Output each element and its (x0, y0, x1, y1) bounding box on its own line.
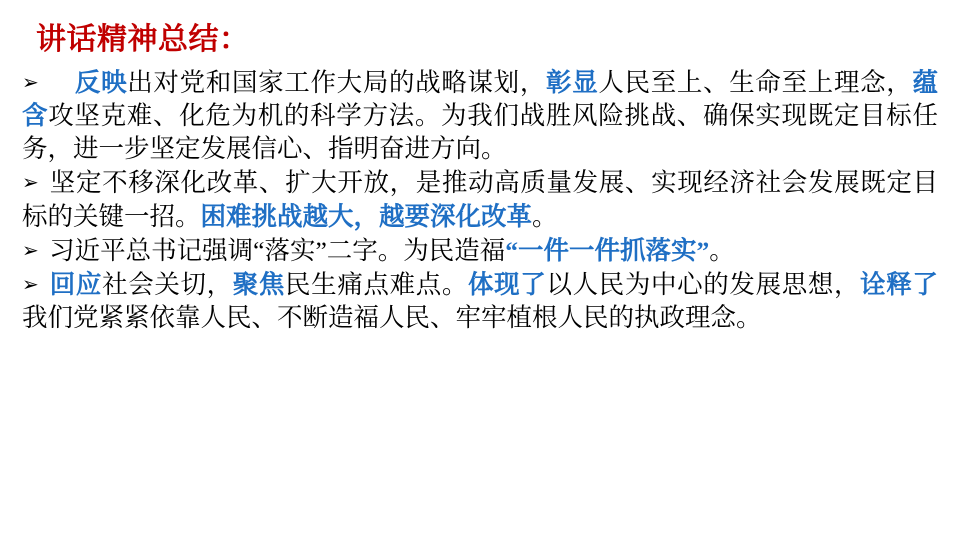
paragraph-2-run-2: 困难挑战越大，越要深化改革 (200, 201, 533, 231)
paragraph-2-run-1: 坚定不移深化改革、扩大开放，是推动高质量发展、实现经济社会发展既定目标的关键一招。 (22, 168, 939, 231)
paragraph-3-run-3: 。 (709, 235, 735, 265)
slide-body (22, 66, 938, 334)
paragraph-4-run-1: 回应 (49, 269, 103, 299)
bullet-paragraph-1 (22, 66, 938, 165)
bullet-paragraph-4 (22, 268, 938, 334)
page-title: 讲话精神总结： (36, 23, 250, 56)
paragraph-3-run-2: “一件一件抓落实” (505, 235, 710, 265)
paragraph-4-run-3: 聚焦 (232, 269, 286, 299)
arrow-bullet-icon: ➢ (22, 237, 39, 262)
paragraph-2-run-3: 。 (532, 201, 558, 231)
paragraph-3-run-1: 习近平总书记强调“落实”二字。为民造福 (49, 235, 506, 265)
paragraph-1-run-3: 彰显 (546, 68, 599, 97)
paragraph-4-run-6: 以人民为中心的发展思想， (546, 269, 861, 299)
paragraph-1-run-4: 人民至上、生命至上理念， (598, 68, 913, 97)
paragraph-1-run-1: 反映 (74, 68, 128, 97)
paragraph-1-run-2: 出对党和国家工作大局的战略谋划， (127, 68, 547, 97)
paragraph-4-run-8: 我们党紧紧依靠人民、不断造福人民、牢牢植根人民的执政理念。 (22, 302, 762, 332)
paragraph-1-run-6: 攻坚克难、化危为机的科学方法。为我们战胜风险挑战、确保实现既定目标任务，进一步坚定发展信心、指明奋进方向。 (22, 101, 938, 164)
arrow-bullet-icon: ➢ (22, 170, 39, 195)
bullet-paragraph-3 (22, 234, 938, 267)
paragraph-4-run-5: 体现了 (468, 269, 547, 299)
paragraph-4-run-4: 民生痛点难点。 (285, 269, 469, 299)
arrow-bullet-icon: ➢ (22, 271, 39, 296)
arrow-bullet-icon: ➢ (22, 70, 39, 94)
paragraph-4-run-2: 社会关切， (102, 269, 233, 299)
paragraph-1-run-5: 蕴含 (22, 68, 938, 131)
paragraph-4-run-7: 诠释了 (860, 269, 938, 299)
bullet-paragraph-2 (22, 166, 938, 232)
